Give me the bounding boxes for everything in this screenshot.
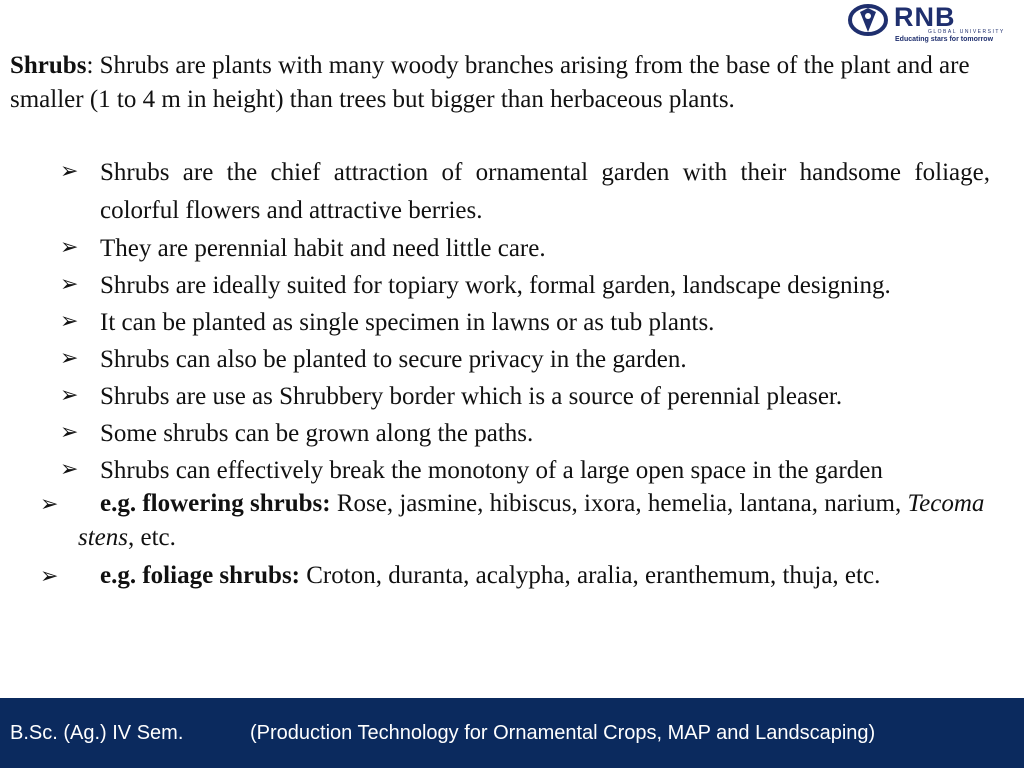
bullet-text: Some shrubs can be grown along the paths. [100, 420, 534, 447]
bullet-text: Shrubs are the chief attraction of ornamental garden with their handsome foliage, colorful flowers and attractive berries. [100, 159, 990, 224]
example-italic-name: Tecoma stens [78, 490, 985, 551]
arrow-bullet-icon: ➢ [60, 382, 79, 407]
example-tail: , etc. [128, 524, 176, 551]
intro-text: : Shrubs are plants with many woody branches arising from the base of the plant and are smaller (1 to 4 m in height) than trees but bigger than herbaceous plants. [10, 52, 970, 113]
arrow-bullet-icon: ➢ [60, 345, 79, 370]
intro-term: Shrubs [10, 52, 87, 79]
example-item-foliage [40, 559, 1020, 593]
footer-subject: (Production Technology for Ornamental Crops, MAP and Landscaping) [250, 722, 876, 744]
example-label: e.g. flowering shrubs: [100, 490, 331, 517]
arrow-bullet-icon: ➢ [60, 456, 79, 481]
university-logo [846, 2, 1016, 46]
bullet-item [60, 304, 990, 341]
bullet-text: It can be planted as single specimen in lawns or as tub plants. [100, 309, 715, 336]
bullet-text: They are perennial habit and need little care. [100, 235, 546, 262]
example-item-flowering [40, 487, 1020, 555]
bullet-text: Shrubs can also be planted to secure privacy in the garden. [100, 346, 687, 373]
bullet-text: Shrubs are use as Shrubbery border which is a source of perennial pleaser. [100, 383, 843, 410]
example-list [40, 487, 1020, 593]
bullet-item [60, 154, 990, 230]
bullet-item [60, 415, 990, 452]
footer-bar [0, 698, 1024, 768]
example-text: Croton, duranta, acalypha, aralia, eranthemum, thuja, etc. [300, 562, 881, 589]
bullet-item [60, 267, 990, 304]
example-label: e.g. foliage shrubs: [100, 562, 300, 589]
arrow-bullet-icon: ➢ [60, 234, 79, 259]
arrow-bullet-icon: ➢ [40, 491, 59, 516]
bullet-text: Shrubs can effectively break the monotony of a large open space in the garden [100, 457, 883, 484]
arrow-bullet-icon: ➢ [60, 271, 79, 296]
arrow-bullet-icon: ➢ [60, 308, 79, 333]
bullet-text: Shrubs are ideally suited for topiary work, formal garden, landscape designing. [100, 272, 891, 299]
logo-tagline: Educating stars for tomorrow [895, 36, 994, 43]
bullet-item [60, 230, 990, 267]
logo-name: RNB [894, 2, 956, 32]
example-text: Rose, jasmine, hibiscus, ixora, hemelia, lantana, narium, [330, 490, 908, 517]
footer-course: B.Sc. (Ag.) IV Sem. [10, 722, 184, 744]
intro-paragraph [10, 49, 1020, 117]
bullet-item [60, 341, 990, 378]
logo-subtitle: GLOBAL UNIVERSITY [928, 29, 1005, 35]
arrow-bullet-icon: ➢ [40, 563, 59, 588]
bullet-item [60, 452, 990, 489]
arrow-bullet-icon: ➢ [60, 419, 79, 444]
bullet-item [60, 378, 990, 415]
rnb-emblem-icon [846, 2, 890, 38]
arrow-bullet-icon: ➢ [60, 158, 79, 183]
bullet-list [60, 154, 990, 489]
